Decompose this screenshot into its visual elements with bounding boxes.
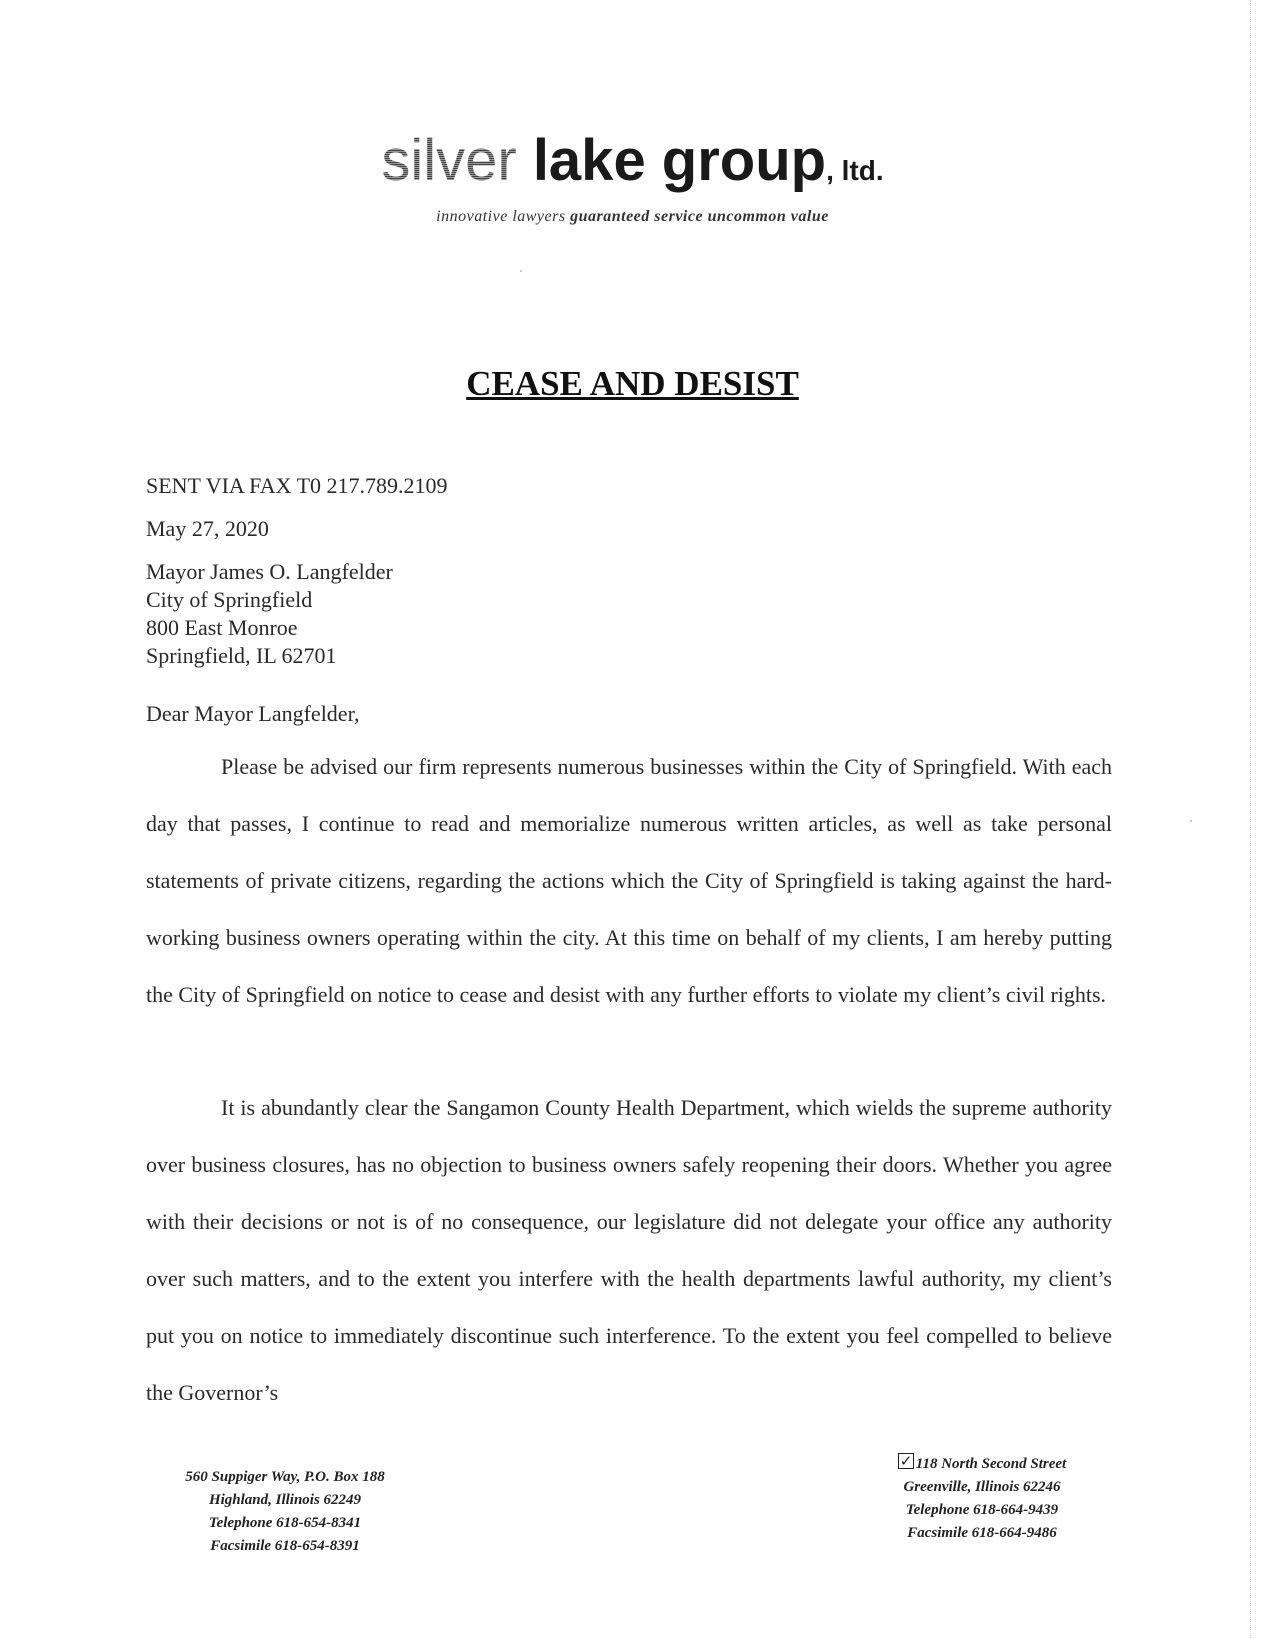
scan-speck bbox=[1190, 820, 1192, 822]
document-title: CEASE AND DESIST bbox=[466, 364, 799, 403]
firm-name-suffix: , ltd. bbox=[826, 155, 884, 186]
footer-facsimile: Facsimile 618-654-8391 bbox=[210, 1538, 360, 1554]
letter-date: May 27, 2020 bbox=[146, 516, 269, 541]
paragraph-text: Please be advised our firm represents numerous businesses within the City of Springfield. With each day that passes, I continue to read and memorialize numerous written articles, as well as take personal statements of private citizens, regarding the actions which the City of Springfield is taking against the hard-working business owners operating within the city. At this time on behalf of my clients, I am hereby putting the City of Springfield on notice to cease and desist with any further efforts to violate my client’s civil rights. bbox=[146, 754, 1112, 1007]
body-paragraph-2 bbox=[146, 1079, 1112, 1421]
firm-name-silver: silver bbox=[381, 128, 517, 193]
footer-address-line: 560 Suppiger Way, P.O. Box 188 bbox=[185, 1469, 385, 1485]
salutation: Dear Mayor Langfelder, bbox=[146, 701, 360, 726]
footer-facsimile: Facsimile 618-664-9486 bbox=[907, 1525, 1057, 1541]
footer-address-line-wrap bbox=[872, 1453, 1092, 1476]
footer-telephone: Telephone 618-664-9439 bbox=[905, 1502, 1059, 1518]
footer-city-line: Highland, Illinois 62249 bbox=[208, 1492, 362, 1508]
sent-via-fax-line: SENT VIA FAX T0 217.789.2109 bbox=[146, 473, 448, 498]
recipient-street: 800 East Monroe bbox=[146, 615, 298, 640]
scan-speck bbox=[520, 270, 522, 272]
checked-box-icon bbox=[898, 1453, 914, 1469]
body-paragraph-1 bbox=[146, 738, 1112, 1023]
tagline-part: guaranteed service bbox=[570, 208, 704, 225]
recipient-name: Mayor James O. Langfelder bbox=[146, 559, 393, 584]
recipient-org: City of Springfield bbox=[146, 587, 313, 612]
firm-logo bbox=[0, 128, 1265, 204]
footer-address-line: 118 North Second Street bbox=[915, 1456, 1067, 1472]
paragraph-text: It is abundantly clear the Sangamon County Health Department, which wields the supreme authority over business closures, has no objection to business owners safely reopening their doors. Whether you agree with their decisions or not is of no consequence, our legislature did not delegate your office any authority over such matters, and to the extent you interfere with the health departments lawful authority, my client’s put you on notice to immediately discontinue such interference. To the extent you feel compelled to believe the Governor’s bbox=[146, 1095, 1112, 1405]
recipient-city: Springfield, IL 62701 bbox=[146, 643, 337, 668]
recipient-address bbox=[146, 558, 393, 670]
firm-tagline bbox=[0, 208, 1265, 226]
scan-edge-line bbox=[1250, 0, 1251, 1638]
firm-name-lake-group: lake group bbox=[532, 128, 827, 193]
footer-office-greenville bbox=[872, 1453, 1092, 1545]
footer-city-line: Greenville, Illinois 62246 bbox=[903, 1479, 1061, 1495]
footer-telephone: Telephone 618-654-8341 bbox=[208, 1515, 362, 1531]
tagline-part: uncommon value bbox=[707, 208, 829, 225]
tagline-part: innovative lawyers bbox=[436, 208, 566, 225]
footer-office-highland bbox=[160, 1466, 410, 1558]
letterhead bbox=[0, 128, 1265, 226]
